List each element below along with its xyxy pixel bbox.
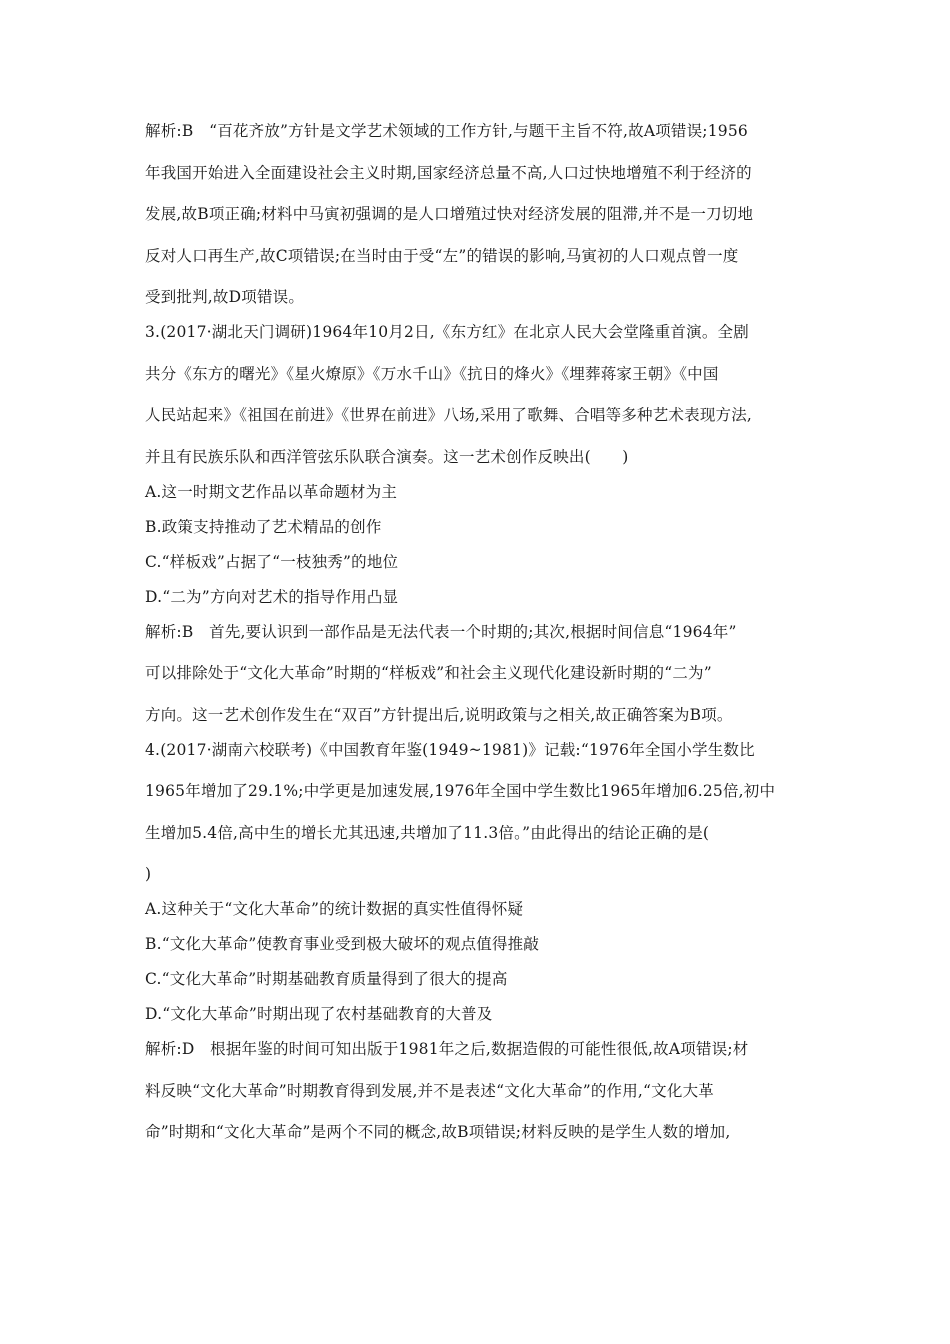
q2-analysis (145, 121, 815, 307)
q3-stem-line-2: 共分《东方的曙光》《星火燎原》《万水千山》《抗日的烽火》《埋葬蒋家王朝》《中国 (145, 364, 719, 383)
q3-option-c: C.“样板戏”占据了“一枝独秀”的地位 (145, 552, 399, 571)
q2-analysis-line-5: 受到批判,故D项错误。 (145, 288, 305, 306)
q3-option-d: D.“二为”方向对艺术的指导作用凸显 (145, 587, 399, 606)
q3-stem-line-3: 人民站起来》《祖国在前进》《世界在前进》八场,采用了歌舞、合唱等多种艺术表现方法, (145, 406, 753, 424)
q4-stem-line-2: 1965年增加了29.1%;中学更是加速发展,1976年全国中学生数比1965年增加6.25倍,初中 (145, 782, 776, 800)
q4-option-d: D.“文化大革命”时期出现了农村基础教育的大普及 (145, 1005, 493, 1023)
q4-analysis-line-1: 解析:D 根据年鉴的时间可知出版于1981年之后,数据造假的可能性很低,故A项错误;材 (145, 1040, 749, 1058)
q3-analysis-line-2: 可以排除处于“文化大革命”时期的“样板戏”和社会主义现代化建设新时期的“二为” (145, 664, 712, 682)
question-3 (145, 322, 815, 725)
question-4 (145, 740, 815, 1143)
q3-option-a: A.这一时期文艺作品以革命题材为主 (145, 482, 398, 501)
q2-analysis-line-2: 年我国开始进入全面建设社会主义时期,国家经济总量不高,人口过快地增殖不利于经济的 (145, 163, 752, 182)
q3-analysis-line-3: 方向。这一艺术创作发生在“双百”方针提出后,说明政策与之相关,故正确答案为B项。 (145, 705, 733, 724)
q4-stem-line-1: 4.(2017·湖南六校联考)《中国教育年鉴(1949~1981)》记载:“1976年全国小学生数比 (145, 740, 755, 759)
q4-option-c: C.“文化大革命”时期基础教育质量得到了很大的提高 (145, 970, 508, 988)
q3-stem-line-4: 并且有民族乐队和西洋管弦乐队联合演奏。这一艺术创作反映出( ) (145, 447, 629, 466)
q2-analysis-line-1: 解析:B “百花齐放”方针是文学艺术领域的工作方针,与题干主旨不符,故A项错误;1956 (145, 122, 748, 140)
q3-analysis-line-1: 解析:B 首先,要认识到一部作品是无法代表一个时期的;其次,根据时间信息“1964年” (145, 622, 737, 641)
q2-analysis-line-4: 反对人口再生产,故C项错误;在当时由于受“左”的错误的影响,马寅初的人口观点曾一度 (145, 246, 739, 265)
q2-analysis-line-3: 发展,故B项正确;材料中马寅初强调的是人口增殖过快对经济发展的阻滞,并不是一刀切地 (145, 205, 754, 223)
q4-stem-line-4: ) (145, 865, 152, 883)
q4-option-b: B.“文化大革命”使教育事业受到极大破坏的观点值得推敲 (145, 935, 540, 953)
q4-analysis-line-3: 命”时期和“文化大革命”是两个不同的概念,故B项错误;材料反映的是学生人数的增加, (145, 1123, 731, 1141)
q4-stem-line-3: 生增加5.4倍,高中生的增长尤其迅速,共增加了11.3倍。”由此得出的结论正确的是( (145, 823, 710, 842)
q3-stem-line-1: 3.(2017·湖北天门调研)1964年10月2日,《东方红》在北京人民大会堂隆重首演。全剧 (145, 323, 749, 341)
q3-option-b: B.政策支持推动了艺术精品的创作 (145, 517, 382, 536)
document-page (145, 121, 815, 1164)
q4-analysis-line-2: 料反映“文化大革命”时期教育得到发展,并不是表述“文化大革命”的作用,“文化大革 (145, 1081, 714, 1100)
q4-option-a: A.这种关于“文化大革命”的统计数据的真实性值得怀疑 (145, 900, 524, 918)
